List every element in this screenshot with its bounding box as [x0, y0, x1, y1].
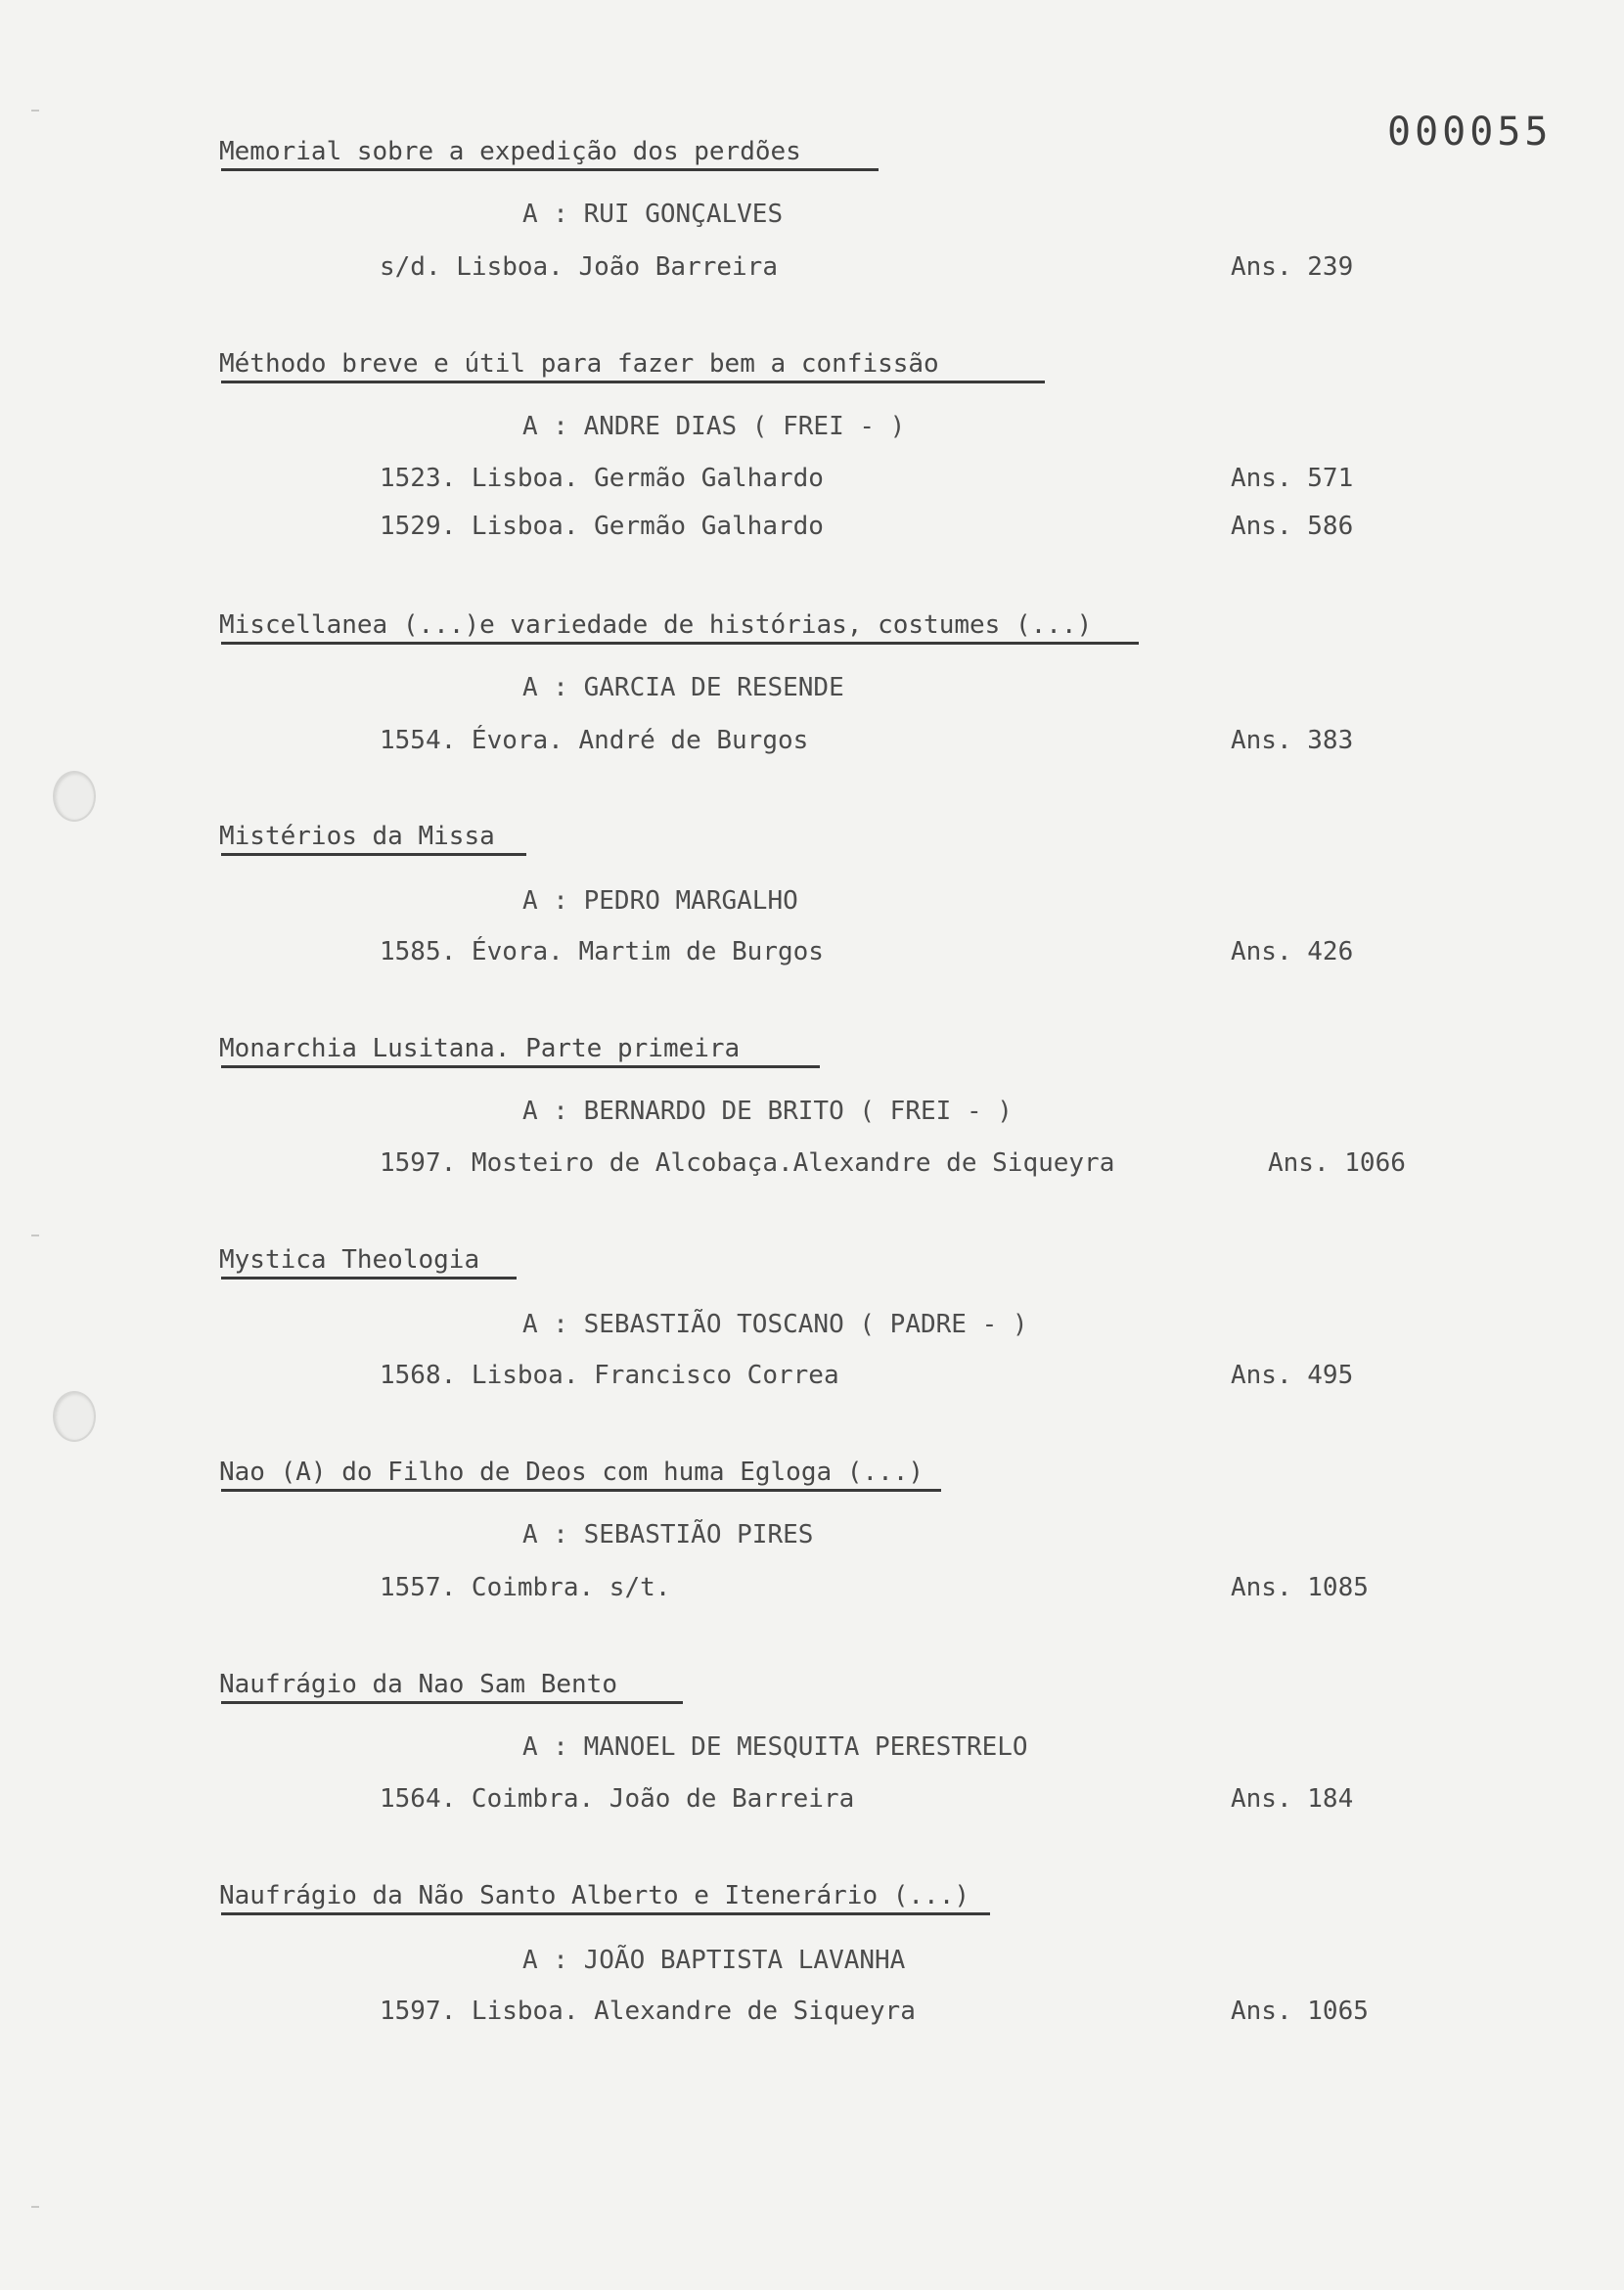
entry-title: Mystica Theologia — [219, 1245, 480, 1275]
catalog-entry — [0, 135, 1624, 331]
entry-title: Miscellanea (...)e variedade de histórias, costumes (...) — [219, 610, 1093, 640]
entry-imprint: 1568. Lisboa. Francisco Correa — [380, 1361, 839, 1390]
entry-author: A : SEBASTIÃO TOSCANO ( PADRE - ) — [522, 1310, 1028, 1339]
catalog-entry — [0, 1668, 1624, 1863]
title-underline — [221, 1489, 941, 1492]
entry-imprint: 1597. Lisboa. Alexandre de Siqueyra — [380, 1997, 916, 2026]
entry-title: Naufrágio da Nao Sam Bento — [219, 1670, 617, 1699]
entry-ans-number: Ans. 495 — [1231, 1361, 1354, 1390]
entry-author: A : ANDRE DIAS ( FREI - ) — [522, 412, 906, 441]
entry-title: Mistérios da Missa — [219, 822, 495, 851]
title-underline — [221, 381, 1045, 383]
title-underline — [221, 1701, 683, 1704]
entry-author: A : RUI GONÇALVES — [522, 200, 784, 229]
entry-title: Naufrágio da Não Santo Alberto e Itenerário (...) — [219, 1881, 970, 1910]
entry-ans-number: Ans. 1065 — [1231, 1997, 1369, 2026]
entry-ans-number: Ans. 426 — [1231, 937, 1354, 966]
catalog-entry — [0, 820, 1624, 1015]
entry-ans-number: Ans. 571 — [1231, 464, 1354, 493]
entry-imprint: 1597. Mosteiro de Alcobaça.Alexandre de Siqueyra — [380, 1148, 1115, 1178]
entry-title: Memorial sobre a expedição dos perdões — [219, 137, 801, 166]
catalog-entry — [0, 1032, 1624, 1228]
edge-mark — [31, 2206, 39, 2208]
catalog-entry — [0, 347, 1624, 543]
entry-author: A : MANOEL DE MESQUITA PERESTRELO — [522, 1732, 1028, 1762]
edge-mark — [31, 1235, 39, 1236]
entry-author: A : BERNARDO DE BRITO ( FREI - ) — [522, 1097, 1013, 1126]
entry-author: A : PEDRO MARGALHO — [522, 886, 798, 916]
entry-author: A : SEBASTIÃO PIRES — [522, 1520, 814, 1549]
entry-ans-number: Ans. 184 — [1231, 1784, 1354, 1814]
title-underline — [221, 1065, 820, 1068]
entry-title: Nao (A) do Filho de Deos com huma Egloga (...) — [219, 1458, 925, 1487]
entry-imprint: 1529. Lisboa. Germão Galhardo — [380, 512, 824, 541]
entry-ans-number: Ans. 586 — [1231, 512, 1354, 541]
entry-ans-number: Ans. 383 — [1231, 726, 1354, 755]
entry-imprint: 1557. Coimbra. s/t. — [380, 1573, 671, 1602]
title-underline — [221, 1277, 517, 1280]
edge-mark — [31, 110, 39, 112]
entry-ans-number: Ans. 1085 — [1231, 1573, 1369, 1602]
entry-imprint: s/d. Lisboa. João Barreira — [380, 252, 778, 282]
catalog-entry — [0, 608, 1624, 804]
catalog-entry — [0, 1879, 1624, 2075]
entry-title: Monarchia Lusitana. Parte primeira — [219, 1034, 741, 1063]
entry-author: A : JOÃO BAPTISTA LAVANHA — [522, 1946, 906, 1975]
entry-ans-number: Ans. 1066 — [1268, 1148, 1406, 1178]
title-underline — [221, 642, 1139, 645]
catalog-entry — [0, 1456, 1624, 1651]
entry-title: Méthodo breve e útil para fazer bem a confissão — [219, 349, 939, 379]
catalog-entry — [0, 1243, 1624, 1439]
entry-imprint: 1585. Évora. Martim de Burgos — [380, 937, 824, 966]
entry-author: A : GARCIA DE RESENDE — [522, 673, 844, 702]
page-number: 000055 — [1387, 110, 1553, 155]
title-underline — [221, 1912, 990, 1915]
entry-imprint: 1523. Lisboa. Germão Galhardo — [380, 464, 824, 493]
title-underline — [221, 168, 879, 171]
entry-ans-number: Ans. 239 — [1231, 252, 1354, 282]
entry-imprint: 1554. Évora. André de Burgos — [380, 726, 809, 755]
entry-imprint: 1564. Coimbra. João de Barreira — [380, 1784, 855, 1814]
title-underline — [221, 853, 526, 856]
